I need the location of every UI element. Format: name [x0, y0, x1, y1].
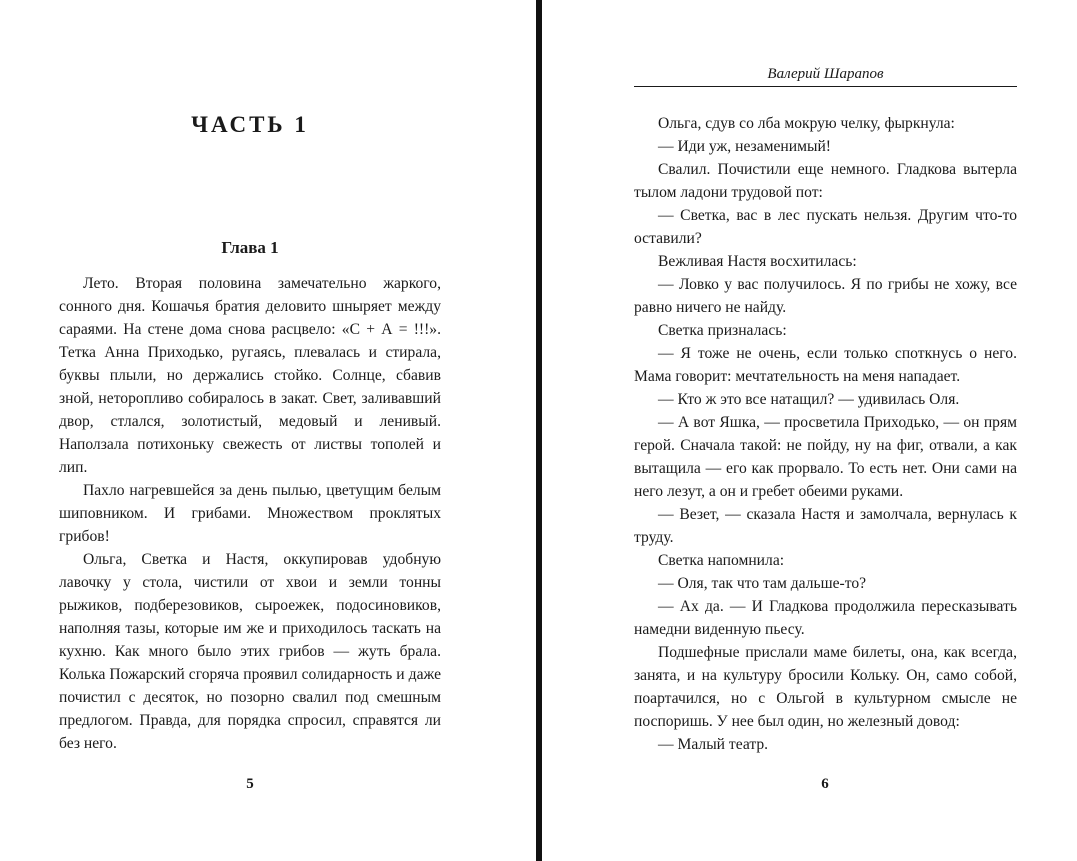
paragraph: Пахло нагревшейся за день пылью, цветущим белым шиповником. И грибами. Множеством проклятых грибов!	[59, 482, 441, 545]
paragraph: Подшефные прислали маме билеты, она, как всегда, занята, и на культуру бросили Кольку. Он, само собой, поартачился, но с Ольгой в культурном смысле не поспоришь. У нее был один, но железный довод:	[634, 644, 1017, 730]
paragraph: — А вот Яшка, — просветила Приходько, — он прям герой. Сначала такой: не пойду, ну на фиг, отвали, а как вытащила — его как прорвало. То есть нет. Они сами на него лезут, а он и гребет обеими руками.	[634, 414, 1017, 500]
paragraph: Вежливая Настя восхитилась:	[658, 253, 857, 270]
paragraph: — Ах да. — И Гладкова продолжила пересказывать намедни виденную пьесу.	[634, 598, 1017, 638]
paragraph: — Оля, так что там дальше-то?	[658, 575, 867, 592]
paragraph: Светка напомнила:	[658, 552, 785, 569]
paragraph: — Иди уж, незаменимый!	[658, 138, 831, 155]
right-page	[542, 0, 1077, 861]
paragraph: — Малый театр.	[658, 736, 769, 753]
part-title: ЧАСТЬ 1	[191, 112, 309, 137]
left-body-text	[59, 272, 441, 755]
left-page	[0, 0, 536, 861]
paragraph: — Светка, вас в лес пускать нельзя. Другим что-то оставили?	[634, 207, 1017, 247]
paragraph: Ольга, сдув со лба мокрую челку, фыркнула:	[658, 115, 955, 132]
paragraph: — Везет, — сказала Настя и замолчала, вернулась к труду.	[634, 506, 1017, 546]
paragraph: Лето. Вторая половина замечательно жаркого, сонного дня. Кошачья братия деловито шныряет между сараями. На стене дома снова расцвело: «С + А = !!!». Тетка Анна Приходько, ругаясь, плевалась и стирала, буквы плыли, но держались стойко. Солнце, сбавив зной, неторопливо собиралось в закат. Свет, заливавший двор, стлался, золотистый, медовый и ленивый. Наползала потихоньку свежесть от листвы тополей и лип.	[59, 275, 441, 476]
paragraph: — Кто ж это все натащил? — удивилась Оля.	[658, 391, 960, 408]
paragraph: — Ловко у вас получилось. Я по грибы не хожу, все равно ничего не найду.	[634, 276, 1017, 316]
right-body-text	[634, 112, 1017, 756]
paragraph: Ольга, Светка и Настя, оккупировав удобную лавочку у стола, чистили от хвои и земли тонны рыжиков, подберезовиков, сыроежек, подосиновиков, наполняя тазы, которые им же и приходилось таскать на кухню. Как много было этих грибов — жуть брала. Колька Пожарский сгоряча проявил солидарность и даже почистил с десяток, но позорно свалил под смешным предлогом. Правда, для порядка спросил, справятся ли без него.	[59, 551, 441, 752]
paragraph: — Я тоже не очень, если только споткнусь о него. Мама говорит: мечтательность на меня нападает.	[634, 345, 1017, 385]
page-number: 6	[821, 776, 829, 792]
page-number: 5	[246, 776, 254, 792]
paragraph: Светка призналась:	[658, 322, 787, 339]
paragraph: Свалил. Почистили еще немного. Гладкова вытерла тылом ладони трудовой пот:	[634, 161, 1017, 201]
running-head: Валерий Шарапов	[634, 66, 1017, 87]
chapter-title: Глава 1	[221, 238, 279, 257]
